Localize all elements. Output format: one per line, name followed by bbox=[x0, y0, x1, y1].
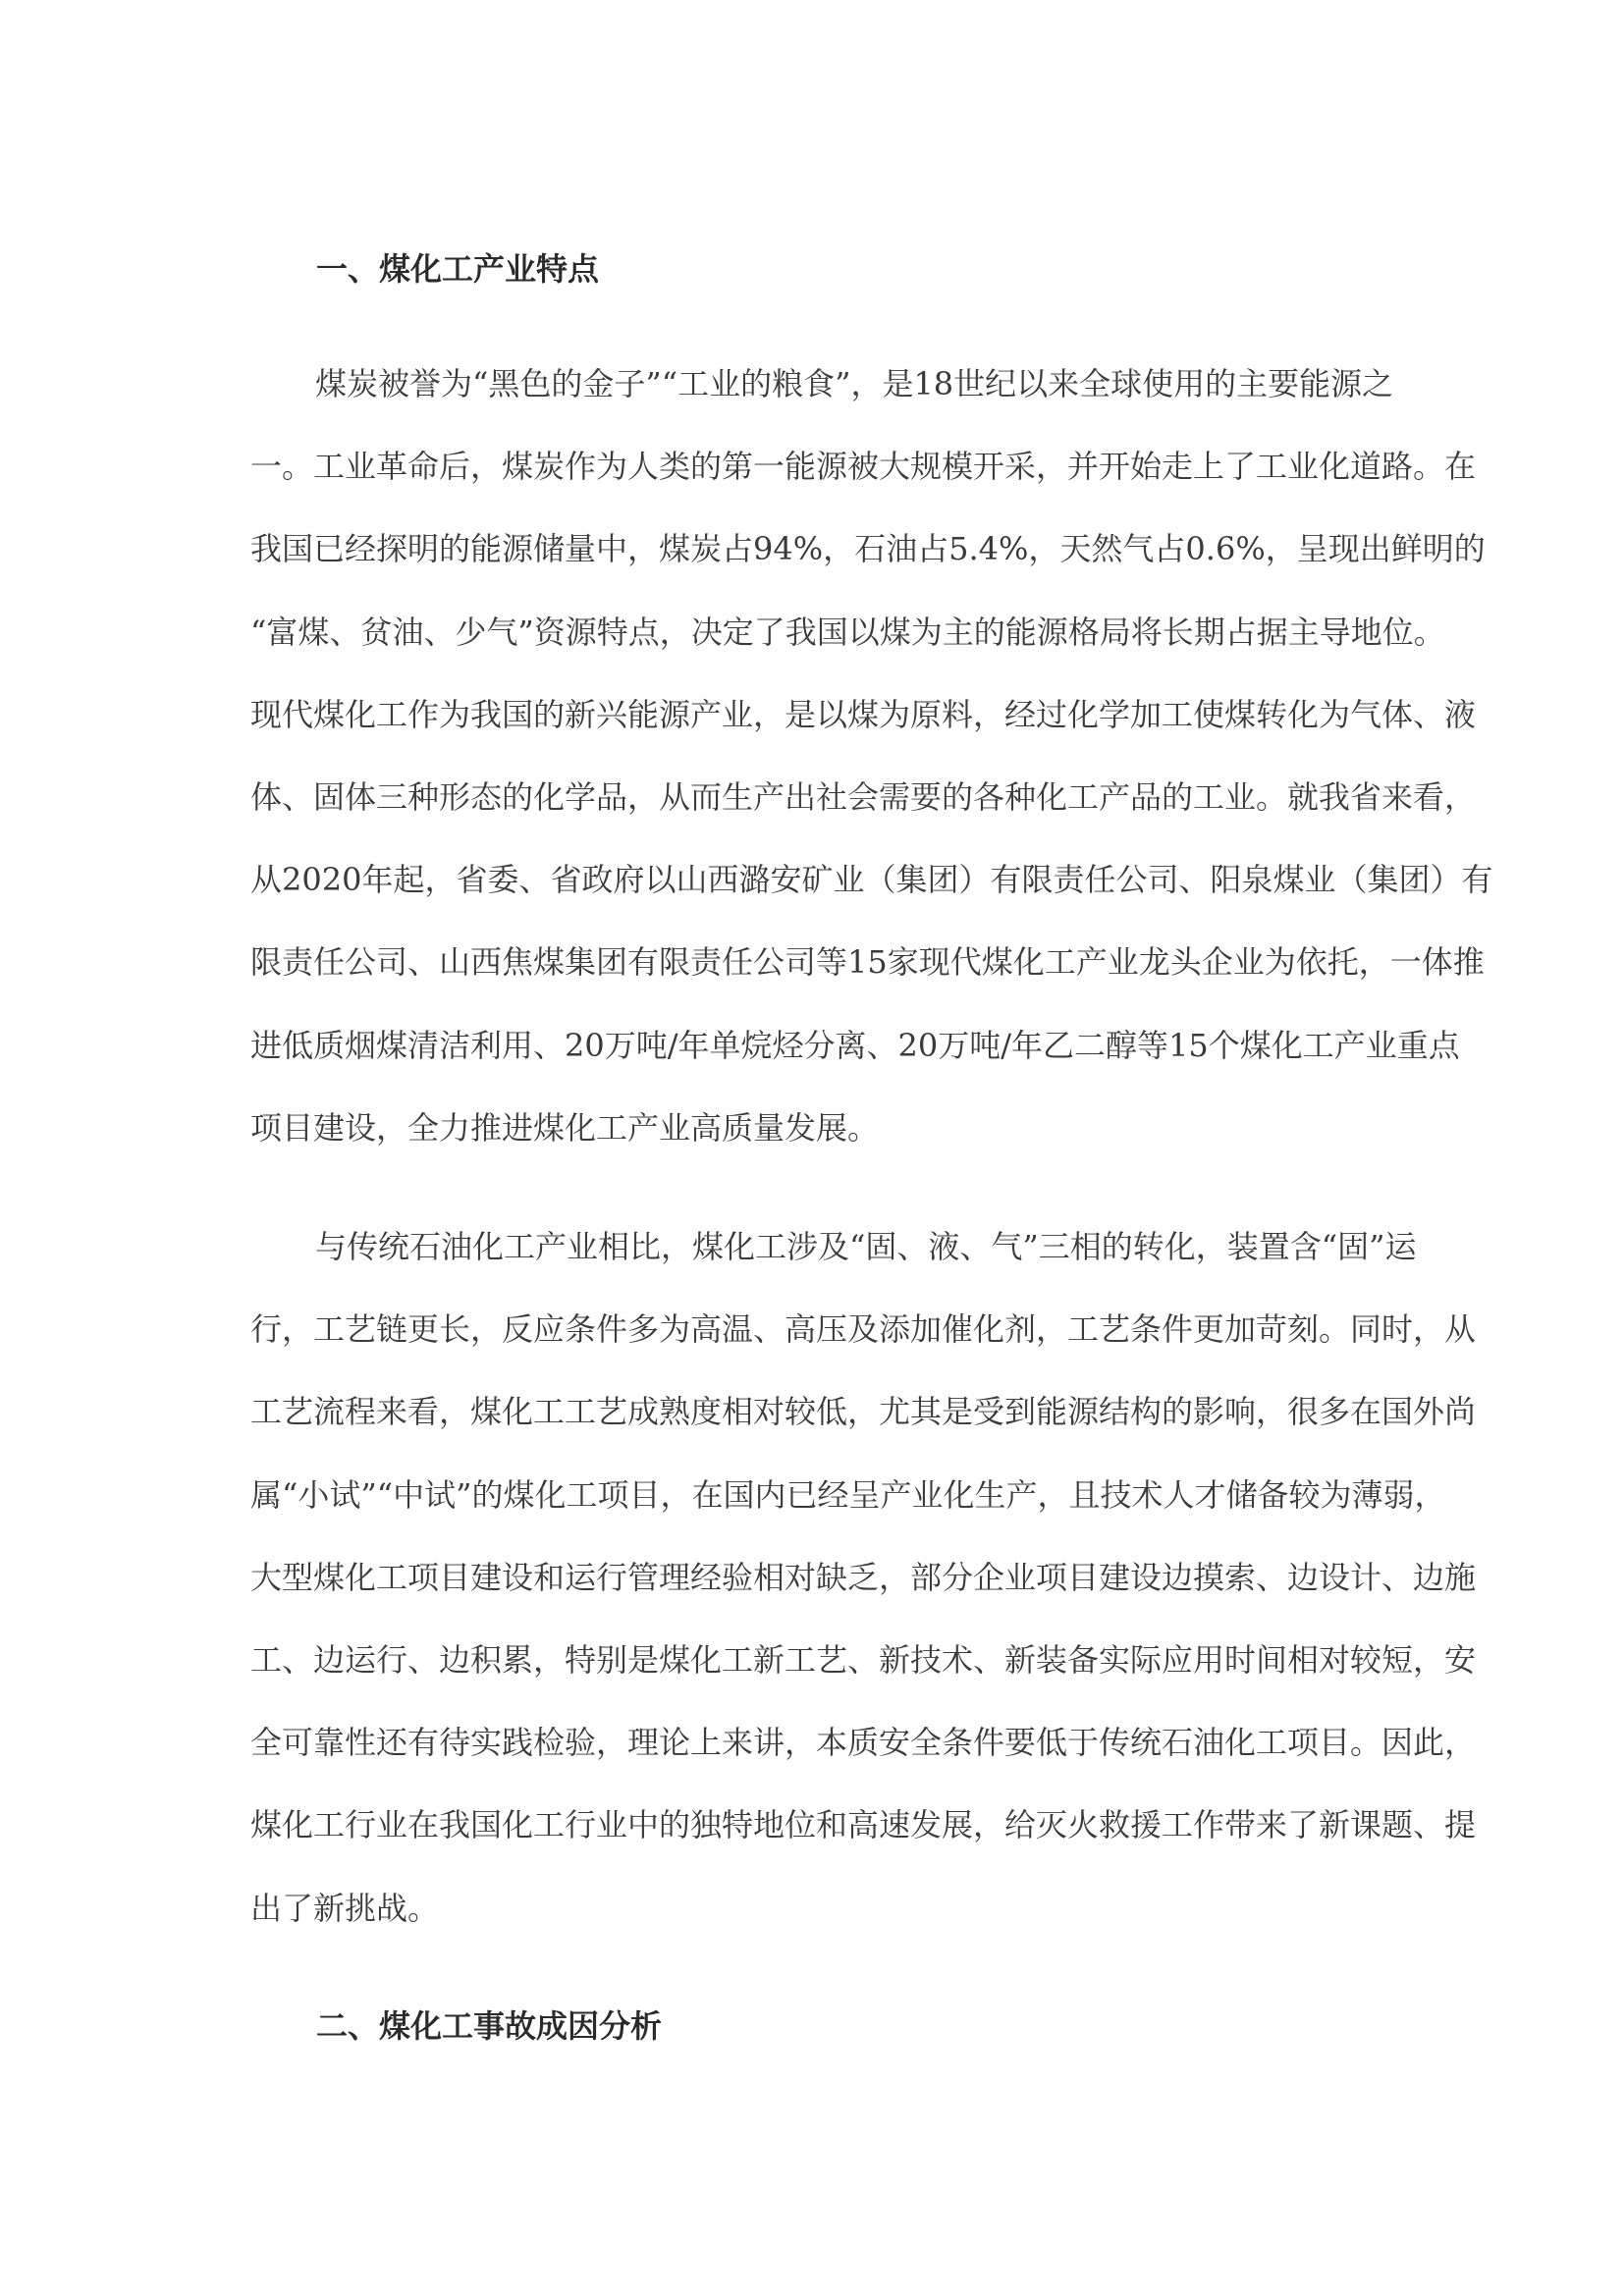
paragraph-line: 从2020年起，省委、省政府以山西潞安矿业（集团）有限责任公司、阳泉煤业（集团）有 bbox=[250, 861, 1493, 899]
paragraph-line: 我国已经探明的能源储量中，煤炭占94%，石油占5.4%，天然气占0.6%，呈现出鲜明的 bbox=[250, 530, 1486, 568]
paragraph-line: 一。工业革命后，煤炭作为人类的第一能源被大规模开采，并开始走上了工业化道路。在 bbox=[250, 448, 1477, 486]
paragraph-line: “富煤、贫油、少气”资源特点，决定了我国以煤为主的能源格局将长期占据主导地位。 bbox=[250, 613, 1445, 651]
paragraph-line: 工艺流程来看，煤化工工艺成熟度相对较低，尤其是受到能源结构的影响，很多在国外尚 bbox=[250, 1393, 1477, 1431]
paragraph-line: 属“小试”“中试”的煤化工项目，在国内已经呈产业化生产，且技术人才储备较为薄弱， bbox=[250, 1475, 1446, 1514]
section-heading-2: 二、煤化工事故成因分析 bbox=[316, 2007, 663, 2045]
paragraph-line: 全可靠性还有待实践检验，理论上来讲，本质安全条件要低于传统石油化工项目。因此， bbox=[250, 1724, 1477, 1762]
paragraph-line: 与传统石油化工产业相比，煤化工涉及“固、液、气”三相的转化，装置含“固”运 bbox=[315, 1228, 1417, 1265]
paragraph-line: 现代煤化工作为我国的新兴能源产业，是以煤为原料，经过化学加工使煤转化为气体、液 bbox=[250, 695, 1477, 733]
paragraph-line: 限责任公司、山西焦煤集团有限责任公司等15家现代煤化工产业龙头企业为依托，一体推 bbox=[250, 943, 1485, 982]
paragraph-line: 体、固体三种形态的化学品，从而生产出社会需要的各种化工产品的工业。就我省来看， bbox=[250, 777, 1477, 816]
paragraph-2 bbox=[250, 1205, 1477, 1949]
paragraph-line: 工、边运行、边积累，特别是煤化工新工艺、新技术、新装备实际应用时间相对较短，安 bbox=[250, 1640, 1477, 1679]
paragraph-line: 项目建设，全力推进煤化工产业高质量发展。 bbox=[250, 1108, 880, 1147]
paragraph-line: 行，工艺链更长，反应条件多为高温、高压及添加催化剂，工艺条件更加苛刻。同时，从 bbox=[250, 1310, 1477, 1349]
paragraph-line: 大型煤化工项目建设和运行管理经验相对缺乏，部分企业项目建设边摸索、边设计、边施 bbox=[250, 1558, 1477, 1596]
paragraph-line: 煤炭被誉为“黑色的金子”“工业的粮食”，是18世纪以来全球使用的主要能源之 bbox=[315, 365, 1394, 402]
section-heading-1: 一、煤化工产业特点 bbox=[316, 250, 600, 288]
paragraph-line: 进低质烟煤清洁利用、20万吨/年单烷烃分离、20万吨/年乙二醇等15个煤化工产业重点 bbox=[250, 1026, 1460, 1064]
paragraph-line: 煤化工行业在我国化工行业中的独特地位和高速发展，给灭火救援工作带来了新课题、提 bbox=[250, 1806, 1477, 1844]
paragraph-line: 出了新挑战。 bbox=[250, 1889, 440, 1927]
paragraph-1 bbox=[250, 343, 1493, 1169]
